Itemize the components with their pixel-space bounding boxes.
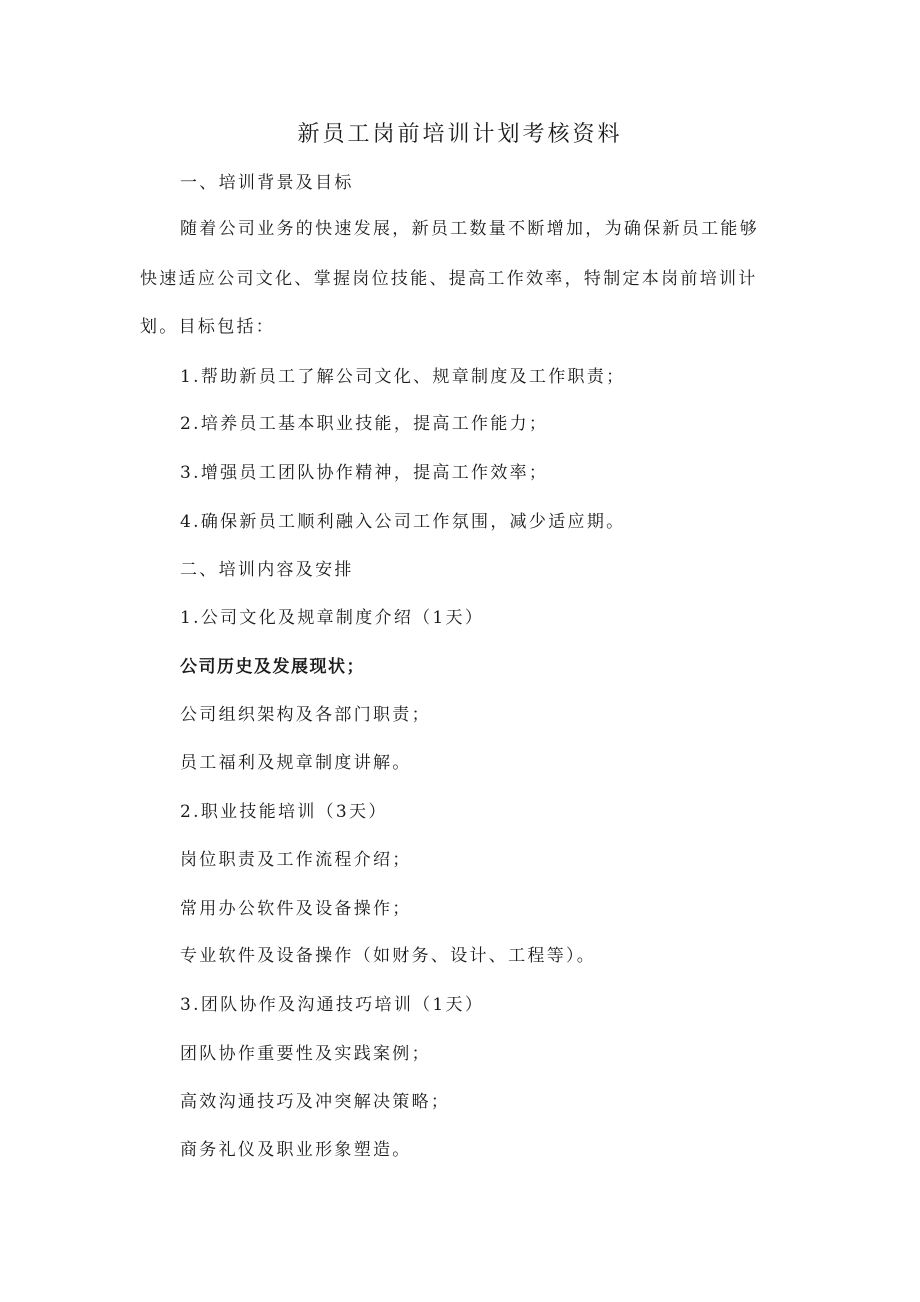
intro-paragraph-line-2: 快速适应公司文化、掌握岗位技能、提高工作效率，特制定本岗前培训计 [140, 269, 758, 289]
goal-item: 2.培养员工基本职业技能，提高工作能力； [180, 414, 549, 434]
module-item: 团队协作重要性及实践案例； [180, 1044, 431, 1064]
section-heading-background: 一、培训背景及目标 [180, 173, 354, 193]
goal-item: 4.确保新员工顺利融入公司工作氛围，减少适应期。 [180, 512, 626, 532]
module-item: 高效沟通技巧及冲突解决策略； [180, 1092, 451, 1112]
module-title: 3.团队协作及沟通技巧培训（1天） [180, 995, 485, 1015]
module-item: 常用办公软件及设备操作； [180, 899, 412, 919]
goal-item: 1.帮助新员工了解公司文化、规章制度及工作职责； [180, 367, 626, 387]
section-heading-content: 二、培训内容及安排 [180, 560, 354, 580]
module-item: 岗位职责及工作流程介绍； [180, 850, 412, 870]
goal-item: 3.增强员工团队协作精神，提高工作效率； [180, 463, 549, 483]
intro-paragraph-line-3: 划。目标包括： [140, 317, 276, 337]
module-title: 2.职业技能培训（3天） [180, 802, 388, 822]
module-item: 员工福利及规章制度讲解。 [180, 753, 412, 773]
module-item: 公司历史及发展现状； [180, 657, 365, 677]
module-item: 商务礼仪及职业形象塑造。 [180, 1140, 412, 1160]
module-item: 专业软件及设备操作（如财务、设计、工程等）。 [180, 946, 597, 966]
module-title: 1.公司文化及规章制度介绍（1天） [180, 608, 485, 628]
intro-paragraph-line-1: 随着公司业务的快速发展，新员工数量不断增加，为确保新员工能够 [180, 219, 759, 239]
module-item: 公司组织架构及各部门职责； [180, 705, 431, 725]
document-title: 新员工岗前培训计划考核资料 [297, 122, 623, 147]
